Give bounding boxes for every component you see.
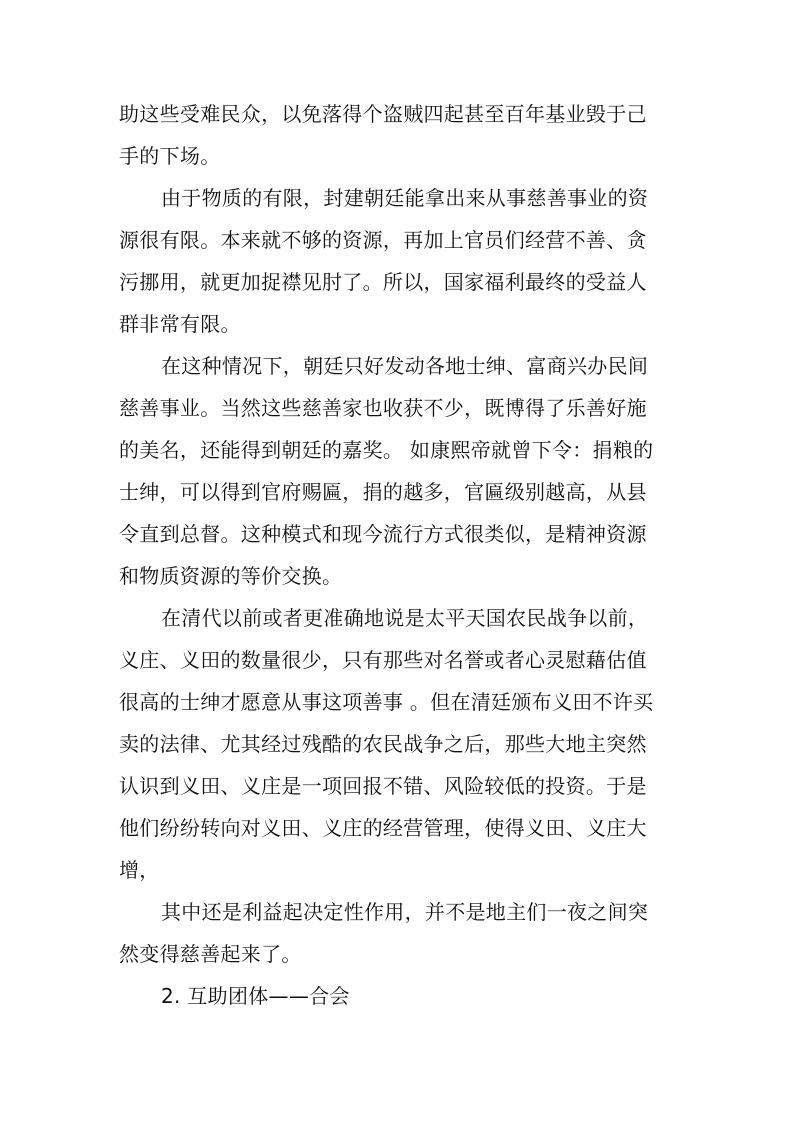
text-line: 源很有限。本来就不够的资源，再加上官员们经营不善、贪: [119, 228, 647, 252]
text-line: 群非常有限。: [119, 312, 241, 336]
text-line: 由于物质的有限，封建朝廷能拿出来从事慈善事业的资: [161, 186, 649, 210]
text-line: 士绅，可以得到官府赐匾，捐的越多，官匾级别越高，从县: [119, 480, 647, 504]
text-line: 在这种情况下，朝廷只好发动各地士绅、富商兴办民间: [161, 354, 649, 378]
text-line: 其中还是利益起决定性作用，并不是地主们一夜之间突: [161, 900, 649, 924]
text-line: 很高的士绅才愿意从事这项善事 。但在清廷颁布义田不许买: [119, 690, 654, 714]
text-line: 增，: [119, 858, 160, 882]
text-line: 助这些受难民众，以免落得个盗贼四起甚至百年基业毁于己: [119, 102, 647, 126]
text-line: 和物质资源的等价交换。: [119, 564, 343, 588]
text-line: 然变得慈善起来了。: [119, 942, 302, 966]
text-line: 义庄、义田的数量很少，只有那些对名誉或者心灵慰藉估值: [119, 648, 647, 672]
text-line: 手的下场。: [119, 144, 221, 168]
text-line: 认识到义田、义庄是一项回报不错、风险较低的投资。于是: [119, 774, 647, 798]
text-line: 他们纷纷转向对义田、义庄的经营管理，使得义田、义庄大: [119, 816, 647, 840]
section-heading: 2. 互助团体——合会: [161, 984, 350, 1008]
text-line: 在清代以前或者更准确地说是太平天国农民战争以前，: [161, 606, 649, 630]
text-line: 卖的法律、尤其经过残酷的农民战争之后，那些大地主突然: [119, 732, 647, 756]
text-line: 慈善事业。当然这些慈善家也收获不少，既博得了乐善好施: [119, 396, 647, 420]
text-line: 污挪用，就更加捉襟见肘了。所以，国家福利最终的受益人: [119, 270, 647, 294]
text-line: 的美名，还能得到朝廷的嘉奖。 如康熙帝就曾下令：捐粮的: [119, 438, 654, 462]
text-line: 令直到总督。这种模式和现今流行方式很类似，是精神资源: [119, 522, 647, 546]
